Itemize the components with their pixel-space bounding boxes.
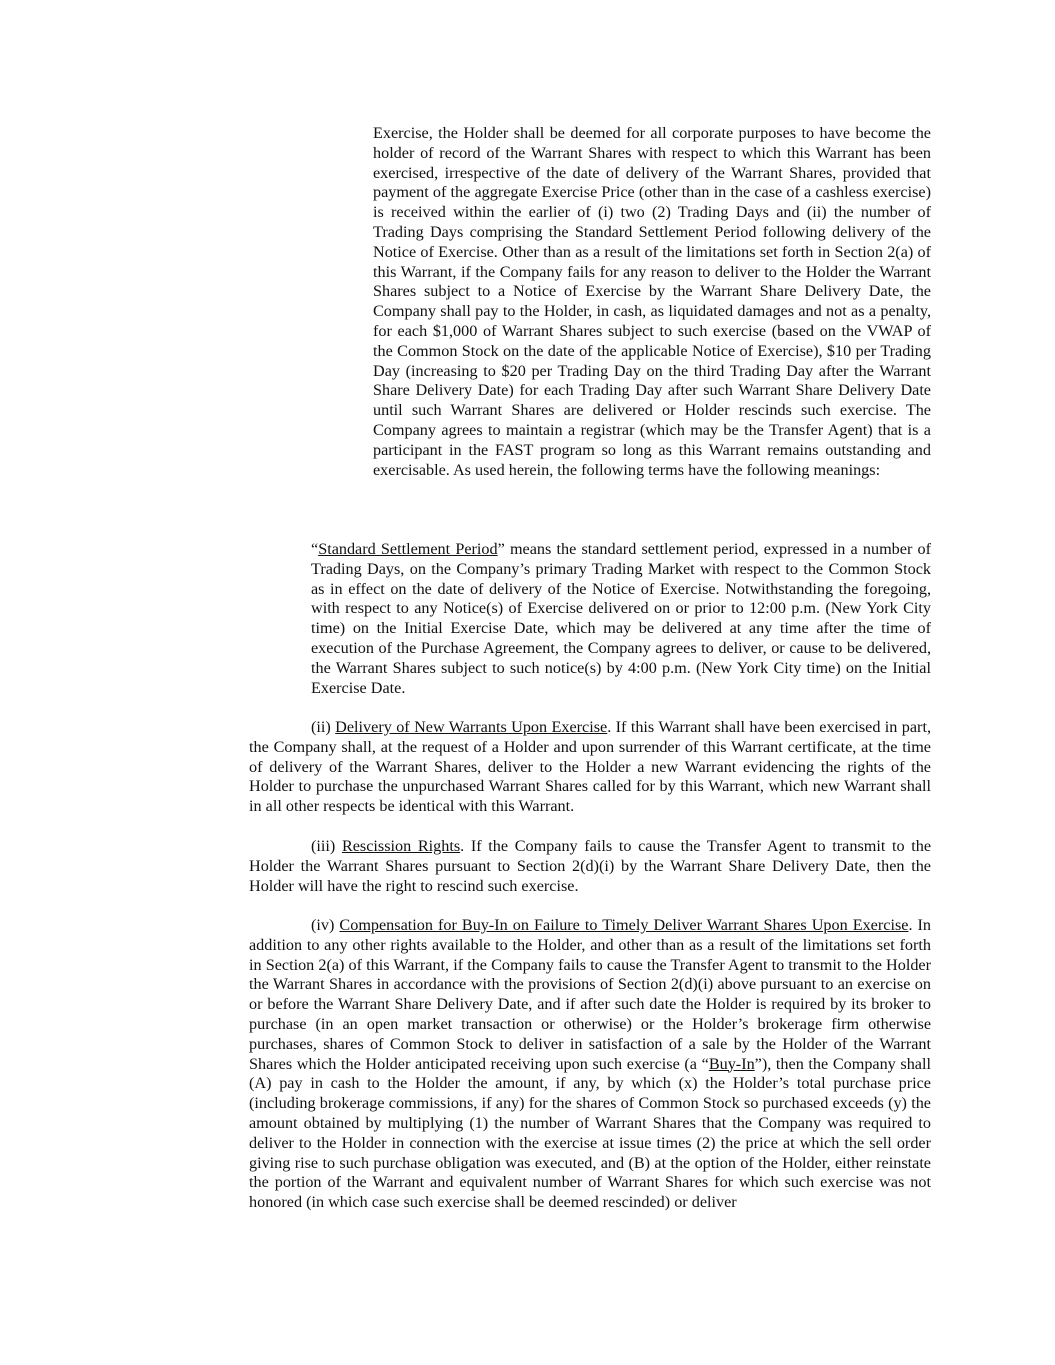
section-heading: Rescission Rights (341, 837, 461, 855)
section-heading: Compensation for Buy-In on Failure to Timely Deliver Warrant Shares Upon Exercise (339, 916, 909, 934)
paragraph-delivery-of-new-warrants (249, 718, 931, 817)
paragraph-compensation-for-buy-in (249, 916, 931, 1213)
paragraph-text: . If the Company fails to cause the Transfer Agent to transmit to the Holder the Warrant Shares pursuant to Section 2(d)(i) by the Warrant Share Delivery Date, then the Holder will have the right to rescind such exercise. (249, 837, 932, 895)
defined-term-buy-in: Buy-In (708, 1054, 755, 1073)
paragraph-text: ”), then the Company shall (A) pay in cash to the Holder the amount, if any, by which (x) the Holder’s total purchase price (including brokerage commissions, if any) for the shares of Common Stock so purchased exceeds (y) the amount obtained by multiplying (1) the number of Warrant Shares that the Company was required to deliver to the Holder in connection with the exercise at issue times (2) the price at which the sell order giving rise to such purchase obligation was executed, and (B) at the option of the Holder, either reinstate the portion of the Warrant and equivalent number of Warrant Shares for which such exercise was not honored (in which case such exercise shall be deemed rescinded) or deliver (249, 1054, 931, 1212)
paragraph-text: . In addition to any other rights available to the Holder, and other than as a result of the limitations set forth in Section 2(a) of this Warrant, if the Company fails to cause the Transfer Agent to transmit to the Holder the Warrant Shares in accordance with the provisions of Section 2(d)(i) above pursuant to an exercise on or before the Warrant Share Delivery Date, and if after such date the Holder is required by its broker to purchase (in an open market transaction or otherwise) or the Holder’s brokerage firm otherwise purchases, shares of Common Stock to deliver in satisfaction of a sale by the Holder of the Warrant Shares which the Holder anticipated receiving upon such exercise (a “ (249, 916, 932, 1073)
paragraph-text: . If this Warrant shall have been exercised in part, the Company shall, at the request of a Holder and upon surrender of this Warrant certificate, at the time of delivery of the Warrant Shares, deliver to the Holder a new Warrant evidencing the rights of the Holder to purchase the unpurchased Warrant Shares called for by this Warrant, which new Warrant shall in all other respects be identical with this Warrant. (249, 718, 931, 816)
open-quote: “ (311, 540, 319, 558)
paragraph-text: ” means the standard settlement period, expressed in a number of Trading Days, on the Company’s primary Trading Market with respect to the Common Stock as in effect on the date of delivery of the Notice of Exercise. Notwithstanding the foregoing, with respect to any Notice(s) of Exercise delivered on or prior to 12:00 p.m. (New York City time) on the Initial Exercise Date, which may be delivered at any time after the time of execution of the Purchase Agreement, the Company agrees to deliver, or cause to be delivered, the Warrant Shares subject to such notice(s) by 4:00 p.m. (New York City time) on the Initial Exercise Date. (311, 540, 931, 697)
defined-term-standard-settlement-period: Standard Settlement Period (318, 540, 498, 558)
section-number: (iii) (311, 837, 342, 855)
section-heading: Delivery of New Warrants Upon Exercise (335, 718, 608, 736)
paragraph-rescission-rights (249, 837, 931, 896)
paragraph-exercise-continuation (373, 124, 931, 480)
section-number: (iv) (311, 916, 340, 934)
section-number: (ii) (311, 718, 336, 736)
paragraph-text: Exercise, the Holder shall be deemed for all corporate purposes to have become the holder of record of the Warrant Shares with respect to which this Warrant has been exercised, irrespective of the date of delivery of the Warrant Shares, provided that payment of the aggregate Exercise Price (other than in the case of a cashless exercise) is received within the earlier of (i) two (2) Trading Days and (ii) the number of Trading Days comprising the Standard Settlement Period following delivery of the Notice of Exercise. Other than as a result of the limitations set forth in Section 2(a) of this Warrant, if the Company fails for any reason to deliver to the Holder the Warrant Shares subject to a Notice of Exercise by the Warrant Share Delivery Date, the Company shall pay to the Holder, in cash, as liquidated damages and not as a penalty, for each $1,000 of Warrant Shares subject to such exercise (based on the VWAP of the Common Stock on the date of the applicable Notice of Exercise), $10 per Trading Day (increasing to $20 per Trading Day on the third Trading Day after the Warrant Share Delivery Date) for each Trading Day after such Warrant Share Delivery Date until such Warrant Shares are delivered or Holder rescinds such exercise. The Company agrees to maintain a registrar (which may be the Transfer Agent) that is a participant in the FAST program so long as this Warrant remains outstanding and exercisable. As used herein, the following terms have the following meanings: (373, 124, 931, 479)
paragraph-standard-settlement-period (311, 540, 931, 698)
